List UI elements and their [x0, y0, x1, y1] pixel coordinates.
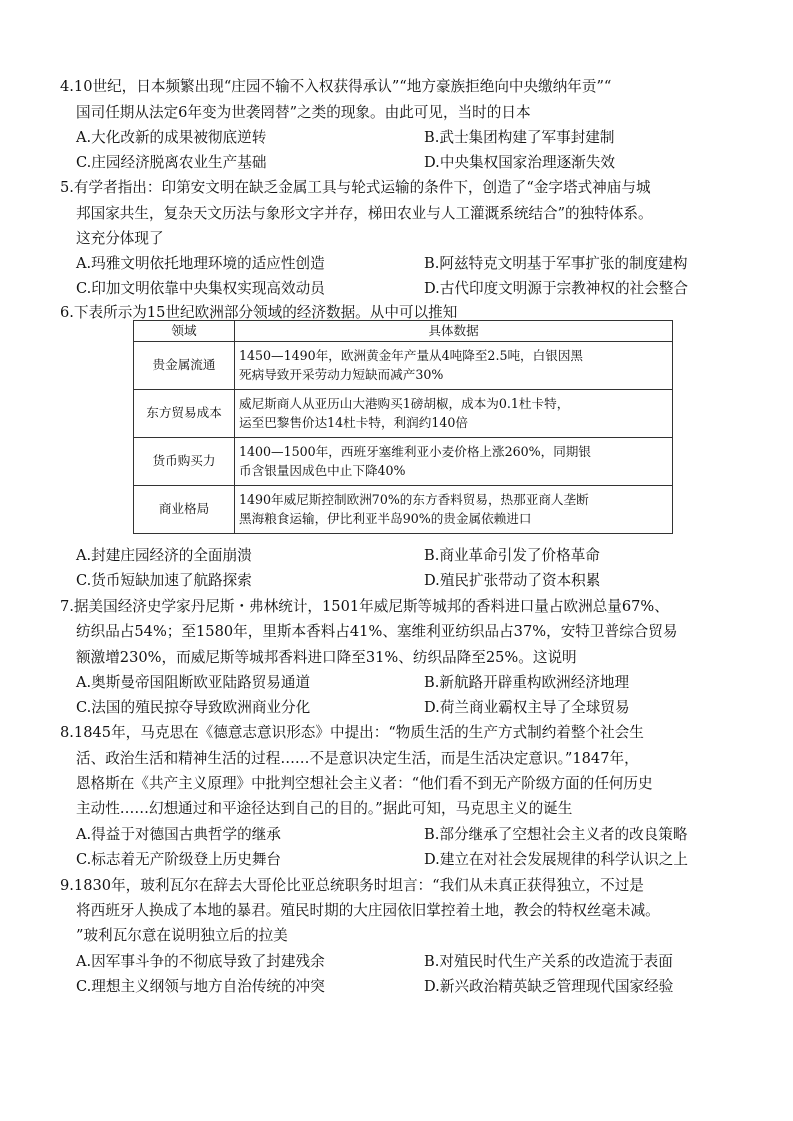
table-row	[134, 486, 673, 534]
table-cell-detail-line: 威尼斯商人从亚历山大港购买1磅胡椒，成本为0.1杜卡特，	[239, 396, 570, 411]
economic-data-table	[133, 320, 673, 534]
q8-option-d: D.建立在对社会发展规律的科学认识之上	[424, 851, 688, 868]
q7-option-d: D.荷兰商业霸权主导了全球贸易	[424, 699, 630, 716]
q5-option-a: A.玛雅文明依托地理环境的适应性创造	[76, 255, 325, 272]
q7-option-b: B.新航路开辟重构欧洲经济地理	[424, 674, 630, 691]
q5-option-b: B.阿兹特克文明基于军事扩张的制度建构	[424, 255, 688, 272]
q5-option-c: C.印加文明依靠中央集权实现高效动员	[76, 280, 325, 297]
q5-stem-line-2: 邦国家共生，复杂天文历法与象形文字并存，梯田农业与人工灌溉系统结合”的独特体系。	[76, 205, 653, 222]
q8-stem-line-3: 恩格斯在《共产主义原理》中批判空想社会主义者：“他们看不到无产阶级方面的任何历史	[76, 775, 653, 792]
table-cell-field: 商业格局	[134, 486, 235, 534]
q5-stem-line-3: 这充分体现了	[76, 230, 164, 247]
q4-option-d: D.中央集权国家治理逐渐失效	[424, 154, 615, 171]
table-cell-detail	[235, 390, 673, 438]
table-cell-field: 货币购买力	[134, 438, 235, 486]
q9-stem-line-3: ”玻利瓦尔意在说明独立后的拉美	[76, 927, 288, 944]
q8-stem-line-4: 主动性……幻想通过和平途径达到自己的目的。”据此可知，马克思主义的诞生	[76, 800, 573, 817]
q4-stem-line-2: 国司任期从法定6年变为世袭罔替”之类的现象。由此可见，当时的日本	[76, 104, 531, 121]
table-cell-detail	[235, 342, 673, 390]
q9-stem-line-1: 9.1830年，玻利瓦尔在辞去大哥伦比亚总统职务时坦言：“我们从未真正获得独立，不过是	[60, 877, 644, 894]
table-row	[134, 342, 673, 390]
q8-option-b: B.部分继承了空想社会主义者的改良策略	[424, 826, 688, 843]
table-cell-field: 东方贸易成本	[134, 390, 235, 438]
q6-stem-line-1: 6.下表所示为15世纪欧洲部分领域的经济数据。从中可以推知	[60, 304, 458, 321]
table-row	[134, 390, 673, 438]
table-cell-detail-line: 死病导致开采劳动力短缺而减产30%	[239, 366, 444, 382]
q6-option-b: B.商业革命引发了价格革命	[424, 547, 600, 564]
q9-option-d: D.新兴政治精英缺乏管理现代国家经验	[424, 978, 674, 995]
q9-stem-line-2: 将西班牙人换成了本地的暴君。殖民时期的大庄园依旧掌控着土地，教会的特权丝毫未减。	[76, 902, 660, 919]
q4-option-c: C.庄园经济脱离农业生产基础	[76, 154, 267, 171]
table-cell-field: 贵金属流通	[134, 342, 235, 390]
q7-stem-line-2: 纺织品占54%；至1580年，里斯本香料占41%、塞维利亚纺织品占37%，安特卫普综合贸易	[76, 623, 678, 640]
table-cell-detail-line: 1450—1490年，欧洲黄金年产量从4吨降至2.5吨，白银因黑	[239, 348, 584, 363]
q8-stem-line-2: 活、政治生活和精神生活的过程……不是意识决定生活，而是生活决定意识。”1847年，	[76, 750, 639, 767]
q9-option-a: A.因军事斗争的不彻底导致了封建残余	[76, 953, 325, 970]
q5-stem-line-1: 5.有学者指出：印第安文明在缺乏金属工具与轮式运输的条件下，创造了“金字塔式神庙与城	[60, 179, 651, 196]
table-cell-detail-line: 币含银量因成色中止下降40%	[239, 462, 406, 478]
q7-option-a: A.奥斯曼帝国阻断欧亚陆路贸易通道	[76, 674, 311, 691]
q5-option-d: D.古代印度文明源于宗教神权的社会整合	[424, 280, 688, 297]
q8-option-a: A.得益于对德国古典哲学的继承	[76, 826, 281, 843]
table-cell-detail	[235, 486, 673, 534]
table-cell-detail	[235, 438, 673, 486]
table-cell-detail-line: 1490年威尼斯控制欧洲70%的东方香料贸易，热那亚商人垄断	[239, 492, 589, 507]
q6-option-d: D.殖民扩张带动了资本积累	[424, 572, 601, 589]
table-header-detail: 具体数据	[235, 321, 673, 342]
table-header-field: 领域	[134, 321, 235, 342]
q8-option-c: C.标志着无产阶级登上历史舞台	[76, 851, 282, 868]
table-header-row	[134, 321, 673, 342]
table-cell-detail-line: 1400—1500年，西班牙塞维利亚小麦价格上涨260%，同期银	[239, 444, 591, 459]
q7-stem-line-3: 额激增230%，而威尼斯等城邦香料进口降至31%、纺织品降至25%。这说明	[76, 649, 577, 666]
table-row	[134, 438, 673, 486]
q9-option-c: C.理想主义纲领与地方自治传统的冲突	[76, 978, 325, 995]
q4-stem-line-1: 4.10世纪，日本频繁出现“庄园不输不入权获得承认”“地方豪族拒绝向中央缴纳年贡”“	[60, 78, 612, 95]
q8-stem-line-1: 8.1845年，马克思在《德意志意识形态》中提出：“物质生活的生产方式制约着整个社会生	[60, 724, 644, 741]
table-cell-detail-line: 黑海粮食运输，伊比利亚半岛90%的贵金属依赖进口	[239, 510, 532, 526]
q4-option-b: B.武士集团构建了军事封建制	[424, 129, 615, 146]
q9-option-b: B.对殖民时代生产关系的改造流于表面	[424, 953, 673, 970]
q7-option-c: C.法国的殖民掠夺导致欧洲商业分化	[76, 699, 311, 716]
q7-stem-line-1: 7.据美国经济史学家丹尼斯・弗林统计，1501年威尼斯等城邦的香料进口量占欧洲总量67%、	[60, 598, 669, 615]
q6-option-c: C.货币短缺加速了航路探索	[76, 572, 252, 589]
q4-option-a: A.大化改新的成果被彻底逆转	[76, 129, 267, 146]
table-cell-detail-line: 运至巴黎售价达14杜卡特，利润约140倍	[239, 414, 468, 430]
q6-option-a: A.封建庄园经济的全面崩溃	[76, 547, 252, 564]
